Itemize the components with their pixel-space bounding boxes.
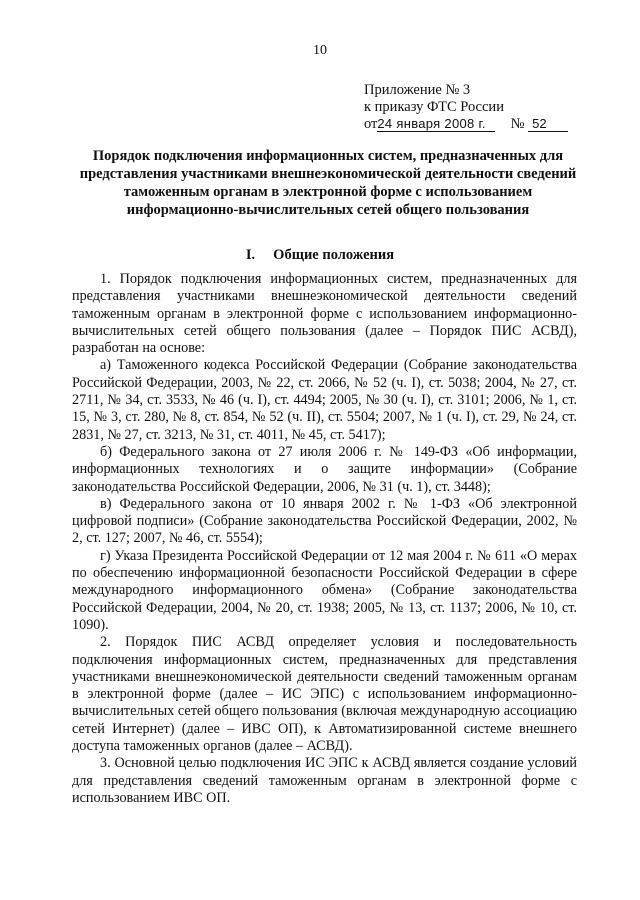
section-title: Общие положения [273,247,395,263]
paragraph: 1. Порядок подключения информационных систем, предназначенных для представления участниками внешнеэкономической деятельности сведений таможенным органам в электронной форме с использованием информационно-вычислительных сетей общего пользования (далее – Порядок ПИС АСВД), разработан на основе: [72,271,577,357]
paragraph: 2. Порядок ПИС АСВД определяет условия и последовательность подключения информационных систем, предназначенных для представления участниками внешнеэкономической деятельности сведений таможенным органам в электронной форме (далее – ИС ЭПС) с использованием информационно-вычислительных сетей общего пользования (включая международную ассоциацию сетей Интернет) (далее – ИВС ОП), к Автоматизированной системе внешнего доступа таможенных органов (далее – АСВД). [72,634,577,755]
section-heading [0,247,640,264]
paragraph: а) Таможенного кодекса Российской Федерации (Собрание законодательства Российской Федерации, 2003, № 22, ст. 2066, № 52 (ч. I), ст. 5038; 2004, № 27, ст. 2711, № 34, ст. 3533, № 46 (ч. I), ст. 4494; 2005, № 30 (ч. I), ст. 3101; 2006, № 1, ст. 15, № 3, ст. 280, № 8, ст. 854, № 52 (ч. II), ст. 5504; 2007, № 1 (ч. I), ст. 29, № 24, ст. 2831, № 27, ст. 3213, № 31, ст. 4011, № 45, ст. 5417); [72,357,577,443]
date-prefix: от [364,116,378,132]
order-date-line [364,116,568,133]
order-date: 24 января 2008 г. [377,117,495,132]
appendix-line: Приложение № 3 [364,82,471,98]
appendix-block [364,82,568,133]
body-text [72,271,577,807]
order-reference: к приказу ФТС России [364,99,504,115]
section-number: I. [245,247,256,263]
order-number: 52 [528,117,568,132]
document-title: Порядок подключения информационных систем, предназначенных для представления участниками внешнеэкономической деятельности сведений таможенным органам в электронной форме с использованием информационно-вычислительных сетей общего пользования [79,148,577,218]
number-prefix: № [510,116,525,132]
paragraph: г) Указа Президента Российской Федерации от 12 мая 2004 г. № 611 «О мерах по обеспечению информационной безопасности Российской Федерации в сфере международного информационного обмена» (Собрание законодательства Российской Федерации, 2004, № 20, ст. 1938; 2005, № 13, ст. 1137; 2006, № 10, ст. 1090). [72,547,577,633]
page-number: 10 [313,43,327,58]
paragraph: 3. Основной целью подключения ИС ЭПС к АСВД является создание условий для представления сведений таможенным органам в электронной форме с использованием ИВС ОП. [72,755,577,806]
paragraph: б) Федерального закона от 27 июля 2006 г. № 149-ФЗ «Об информации, информационных технологиях и о защите информации» (Собрание законодательства Российской Федерации, 2006, № 31 (ч. 1), ст. 3448); [72,443,577,495]
paragraph: в) Федерального закона от 10 января 2002 г. № 1-ФЗ «Об электронной цифровой подписи» (Собрание законодательства Российской Федерации, 2002, № 2, ст. 127; 2007, № 46, ст. 5554); [72,495,577,547]
